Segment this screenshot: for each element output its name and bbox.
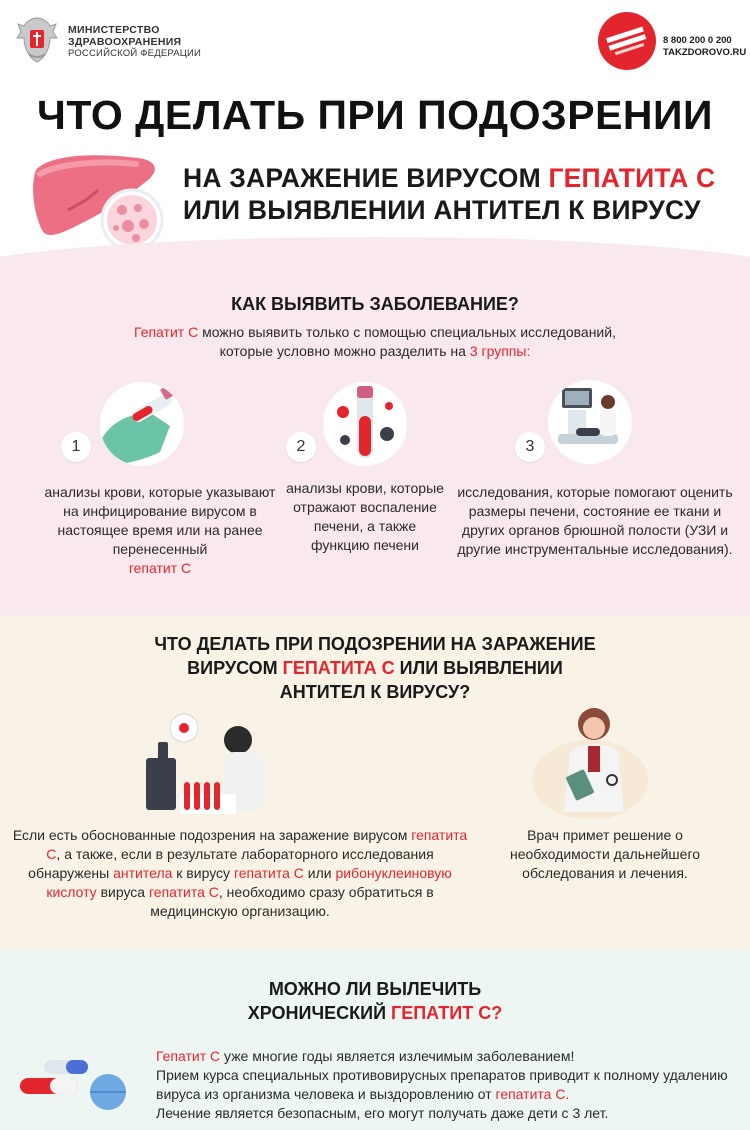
campaign-logo-icon	[598, 12, 656, 70]
text-highlight: гепатита С	[46, 827, 468, 862]
text-part: , а также, если в результате лабораторного исследования обнаружены	[28, 846, 434, 881]
detect-heading: КАК ВЫЯВИТЬ ЗАБОЛЕВАНИЕ?	[231, 294, 519, 314]
suspicion-left-text	[10, 826, 470, 921]
cure-paragraph-3: Лечение является безопасным, его могут получать даже дети с 3 лет.	[156, 1105, 609, 1121]
cure-heading	[0, 977, 750, 1025]
text-part: Прием курса специальных противовирусных препаратов приводит к полному удалению вируса из организма человека и выздоровлению от	[156, 1067, 728, 1102]
ministry-line-3: РОССИЙСКОЙ ФЕДЕРАЦИИ	[68, 48, 202, 59]
intro-text: можно выявить только с помощью специальных исследований, которые условно можно разделить на	[198, 324, 616, 359]
hotline-phone: 8 800 200 0 200	[663, 35, 732, 46]
cure-paragraph-1	[156, 1047, 736, 1066]
hotline	[663, 35, 746, 59]
cure-heading-line-2	[0, 1001, 750, 1025]
pills-icon	[18, 1056, 133, 1112]
detect-intro	[110, 323, 640, 361]
main-title: ЧТО ДЕЛАТЬ ПРИ ПОДОЗРЕНИИ	[37, 92, 713, 138]
text-part: уже многие годы является излечимым заболеванием!	[220, 1048, 575, 1064]
cure-paragraph-2	[156, 1066, 736, 1104]
text-part: вируса	[96, 884, 149, 900]
heading-text-after: ИЛИ ВЫЯВЛЕНИИ	[394, 658, 563, 678]
method-1-description: анализы крови, которые указывают на инфицирование вирусом в настоящее время или на ранее перенесенный	[44, 484, 276, 557]
text-part: к вирусу	[172, 865, 234, 881]
cure-text	[156, 1047, 736, 1123]
heading-highlight: ГЕПАТИТА С	[282, 658, 395, 678]
text-highlight: Гепатит С	[156, 1048, 221, 1064]
ministry-line-2: ЗДРАВООХРАНЕНИЯ	[68, 36, 182, 48]
method-1-highlight: гепатит С	[128, 560, 192, 576]
suspicion-heading	[0, 632, 750, 704]
intro-highlight-disease: Гепатит С	[134, 324, 199, 340]
blood-tube-hand-icon	[100, 382, 184, 466]
subtitle-highlight: ГЕПАТИТА С	[548, 163, 716, 193]
suspicion-heading-line-1: ЧТО ДЕЛАТЬ ПРИ ПОДОЗРЕНИИ НА ЗАРАЖЕНИЕ	[154, 634, 596, 654]
doctor-icon	[530, 700, 660, 818]
text-part: , необходимо сразу обратиться в медицинскую организацию.	[150, 884, 434, 919]
text-highlight: антитела	[113, 865, 173, 881]
text-highlight: гепатита С	[233, 865, 304, 881]
hotline-site: TAKZDOROVO.RU	[663, 47, 747, 58]
subtitle-line-1	[183, 162, 715, 194]
heading-highlight: ГЕПАТИТ С?	[391, 1003, 503, 1023]
text-part: Если есть обоснованные подозрения на заражение вирусом	[12, 827, 412, 843]
text-part: или	[303, 865, 336, 881]
ministry-name	[68, 24, 201, 60]
suspicion-right-text: Врач примет решение о необходимости дальнейшего обследования и лечения.	[509, 827, 701, 881]
intro-highlight-groups: 3 группы:	[469, 343, 531, 359]
cure-heading-line-1: МОЖНО ЛИ ВЫЛЕЧИТЬ	[268, 979, 482, 999]
text-highlight: гепатита С.	[495, 1086, 570, 1102]
ultrasound-icon	[548, 380, 632, 464]
header	[0, 0, 750, 75]
method-number-3: 3	[515, 432, 545, 462]
heading-text: ВИРУСОМ	[187, 658, 283, 678]
ministry-emblem-icon	[14, 14, 60, 66]
heading-text: ХРОНИЧЕСКИЙ	[247, 1003, 392, 1023]
method-text-2: анализы крови, которые отражают воспаление печени, а также функцию печени	[286, 480, 444, 553]
method-text-1	[40, 483, 280, 578]
text-highlight: рибонуклеиновую кислоту	[46, 865, 452, 900]
method-number-2: 2	[286, 432, 316, 462]
text-highlight: гепатита С	[148, 884, 219, 900]
suspicion-heading-line-3: АНТИТЕЛ К ВИРУСУ?	[279, 682, 471, 702]
method-text-3: исследования, которые помогают оценить размеры печени, состояние ее ткани и других органов брюшной полости (УЗИ и другие инструментальные исследования).	[457, 484, 733, 557]
subtitle-line-2: ИЛИ ВЫЯВЛЕНИИ АНТИТЕЛ К ВИРУСУ	[183, 195, 701, 225]
liver-icon	[28, 150, 168, 250]
ministry-line-1: МИНИСТЕРСТВО	[68, 24, 160, 36]
virus-tube-icon	[323, 382, 407, 466]
lab-scientist-icon	[140, 712, 280, 818]
subtitle	[183, 162, 715, 226]
method-number-1: 1	[61, 432, 91, 462]
subtitle-text: НА ЗАРАЖЕНИЕ ВИРУСОМ	[183, 163, 549, 193]
suspicion-heading-line-2	[0, 656, 750, 680]
